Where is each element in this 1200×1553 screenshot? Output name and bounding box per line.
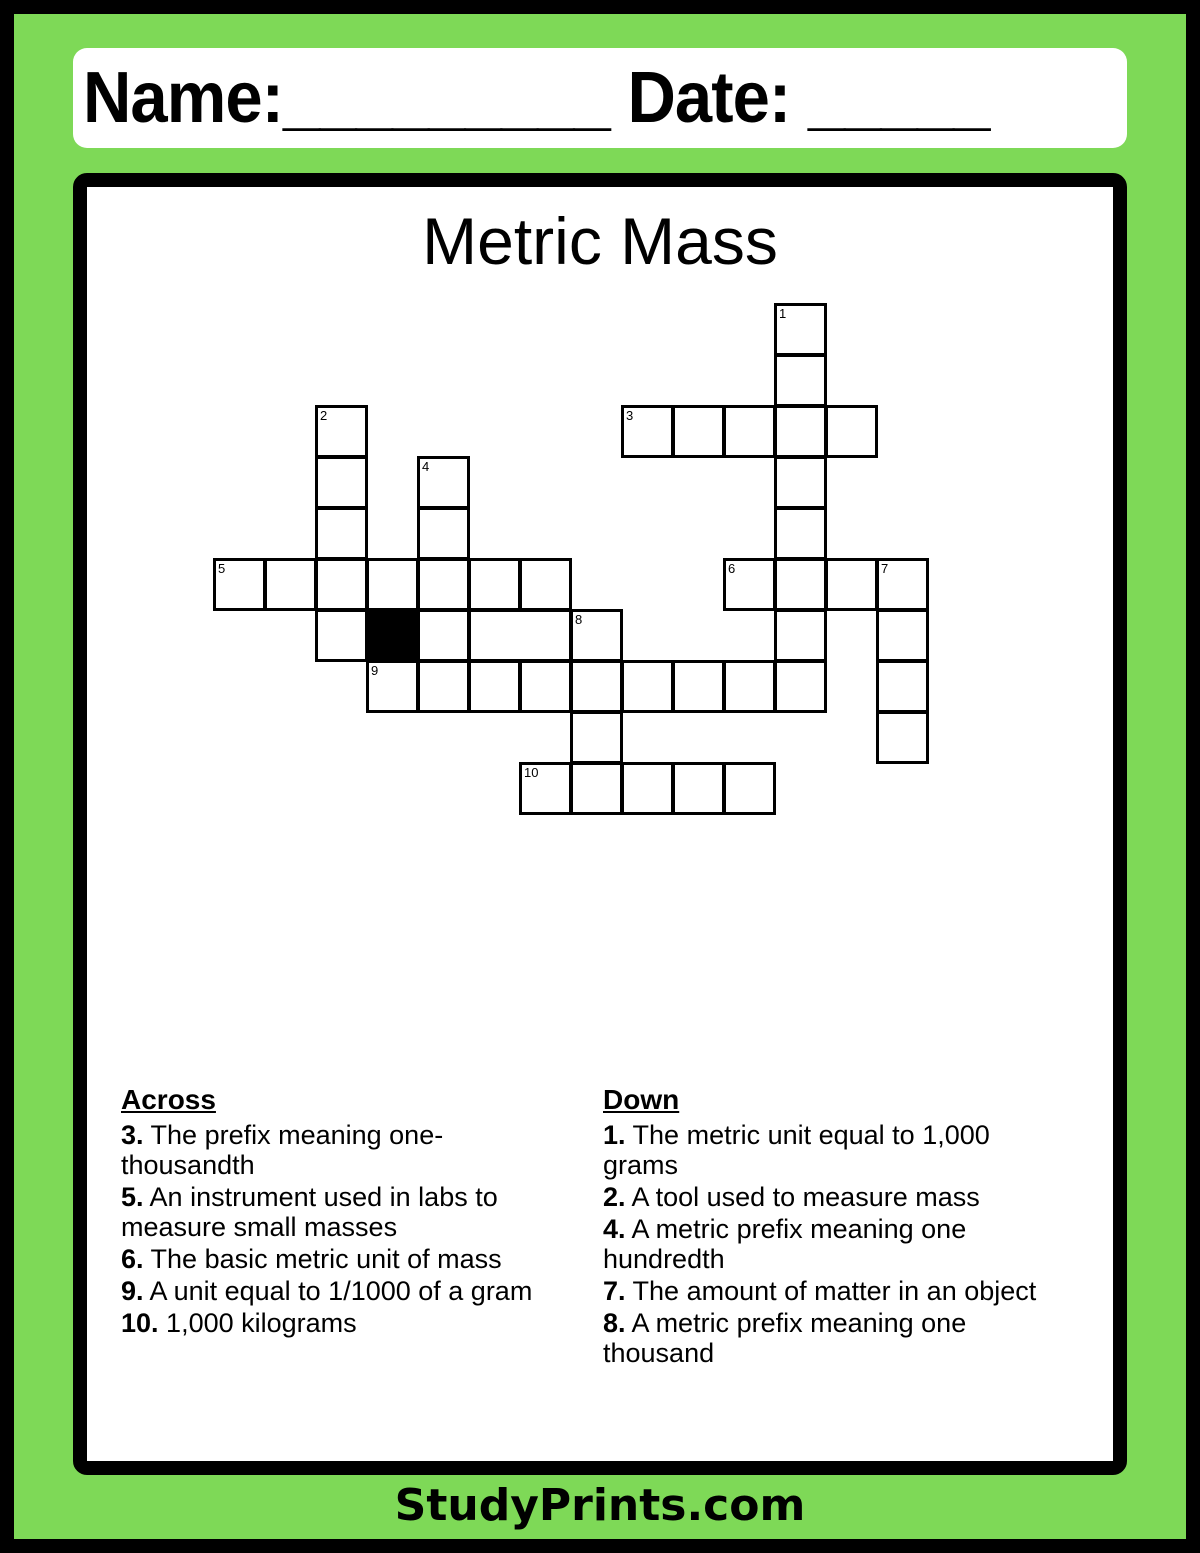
down-clue <box>603 1276 1053 1306</box>
crossword-cell[interactable] <box>723 762 776 815</box>
across-clue <box>121 1120 571 1180</box>
clue-number: 1. <box>603 1120 626 1150</box>
clue-number: 1 <box>779 306 787 321</box>
crossword-cell[interactable] <box>315 609 368 662</box>
clue-number: 3 <box>626 408 634 423</box>
across-clue-list <box>121 1120 571 1338</box>
across-clues <box>121 1084 571 1340</box>
crossword-cell[interactable] <box>366 660 419 713</box>
clue-number: 2 <box>320 408 328 423</box>
crossword-cell[interactable] <box>774 558 827 611</box>
down-clue <box>603 1182 1053 1212</box>
across-clue <box>121 1182 571 1242</box>
clue-text: The prefix meaning one-thousandth <box>121 1120 444 1180</box>
crossword-cell[interactable] <box>774 405 827 458</box>
puzzle-title: Metric Mass <box>422 204 778 278</box>
crossword-cell[interactable] <box>570 609 623 662</box>
down-clues <box>603 1084 1053 1370</box>
crossword-cell[interactable] <box>468 609 572 662</box>
clue-number: 6 <box>728 561 736 576</box>
crossword-cell[interactable] <box>774 456 827 509</box>
clue-text: An instrument used in labs to measure small masses <box>121 1182 498 1242</box>
crossword-cell[interactable] <box>774 660 827 713</box>
site-footer: StudyPrints.com <box>394 1480 806 1531</box>
crossword-cell[interactable] <box>672 762 725 815</box>
crossword-cell[interactable] <box>621 762 674 815</box>
black-square <box>366 609 419 662</box>
clue-text: The basic metric unit of mass <box>143 1244 502 1274</box>
name-date-label: Name:_________ Date: _____ <box>83 58 990 138</box>
across-clue <box>121 1308 571 1338</box>
crossword-cell[interactable] <box>315 507 368 560</box>
crossword-cell[interactable] <box>825 558 878 611</box>
across-clue <box>121 1244 571 1274</box>
crossword-cell[interactable] <box>876 558 929 611</box>
crossword-cell[interactable] <box>774 303 827 356</box>
crossword-cell[interactable] <box>621 660 674 713</box>
crossword-cell[interactable] <box>519 762 572 815</box>
clue-text: A metric prefix meaning one hundredth <box>603 1214 967 1274</box>
clue-text: The metric unit equal to 1,000 grams <box>603 1120 990 1180</box>
clue-text: A tool used to measure mass <box>625 1182 980 1212</box>
crossword-cell[interactable] <box>774 507 827 560</box>
crossword-cell[interactable] <box>723 405 776 458</box>
clue-number: 9 <box>371 663 379 678</box>
crossword-cell[interactable] <box>672 405 725 458</box>
crossword-cell[interactable] <box>315 405 368 458</box>
crossword-cell[interactable] <box>876 711 929 764</box>
clue-number: 3. <box>121 1120 144 1150</box>
clue-text: 1,000 kilograms <box>158 1308 357 1338</box>
worksheet-page <box>14 14 1186 1539</box>
crossword-cell[interactable] <box>774 609 827 662</box>
clue-number: 9. <box>121 1276 144 1306</box>
clue-text: A metric prefix meaning one thousand <box>603 1308 967 1368</box>
crossword-cell[interactable] <box>417 609 470 662</box>
across-clue <box>121 1276 571 1306</box>
crossword-cell[interactable] <box>417 456 470 509</box>
clue-number: 4. <box>603 1214 626 1244</box>
clue-text: The amount of matter in an object <box>625 1276 1037 1306</box>
down-clue <box>603 1214 1053 1274</box>
crossword-cell[interactable] <box>366 558 419 611</box>
crossword-cell[interactable] <box>468 660 521 713</box>
crossword-cell[interactable] <box>417 507 470 560</box>
crossword-cell[interactable] <box>315 558 368 611</box>
down-clue <box>603 1120 1053 1180</box>
clue-number: 5 <box>218 561 226 576</box>
crossword-cell[interactable] <box>315 456 368 509</box>
clue-number: 2. <box>603 1182 626 1212</box>
crossword-cell[interactable] <box>825 405 878 458</box>
puzzle-panel <box>73 173 1127 1475</box>
crossword-cell[interactable] <box>570 660 623 713</box>
crossword-cell[interactable] <box>876 609 929 662</box>
down-clue-list <box>603 1120 1053 1368</box>
crossword-cell[interactable] <box>213 558 266 611</box>
down-heading: Down <box>603 1084 680 1115</box>
down-clue <box>603 1308 1053 1368</box>
name-date-field <box>73 48 1127 148</box>
clue-number: 7 <box>881 561 889 576</box>
crossword-cell[interactable] <box>570 711 623 764</box>
crossword-cell[interactable] <box>417 660 470 713</box>
clue-number: 7. <box>603 1276 626 1306</box>
crossword-cell[interactable] <box>519 558 572 611</box>
crossword-cell[interactable] <box>723 558 776 611</box>
crossword-cell[interactable] <box>519 660 572 713</box>
across-heading: Across <box>121 1084 216 1115</box>
clue-number: 10 <box>524 765 539 780</box>
clue-number: 8 <box>575 612 583 627</box>
clue-number: 6. <box>121 1244 144 1274</box>
crossword-cell[interactable] <box>621 405 674 458</box>
crossword-cell[interactable] <box>774 354 827 407</box>
crossword-cell[interactable] <box>570 762 623 815</box>
crossword-cell[interactable] <box>264 558 317 611</box>
crossword-cell[interactable] <box>723 660 776 713</box>
clue-text: A unit equal to 1/1000 of a gram <box>143 1276 533 1306</box>
crossword-cell[interactable] <box>417 558 470 611</box>
clue-number: 4 <box>422 459 430 474</box>
crossword-cell[interactable] <box>876 660 929 713</box>
clue-number: 8. <box>603 1308 626 1338</box>
clue-number: 10. <box>121 1308 159 1338</box>
crossword-cell[interactable] <box>468 558 521 611</box>
clue-number: 5. <box>121 1182 144 1212</box>
crossword-cell[interactable] <box>672 660 725 713</box>
